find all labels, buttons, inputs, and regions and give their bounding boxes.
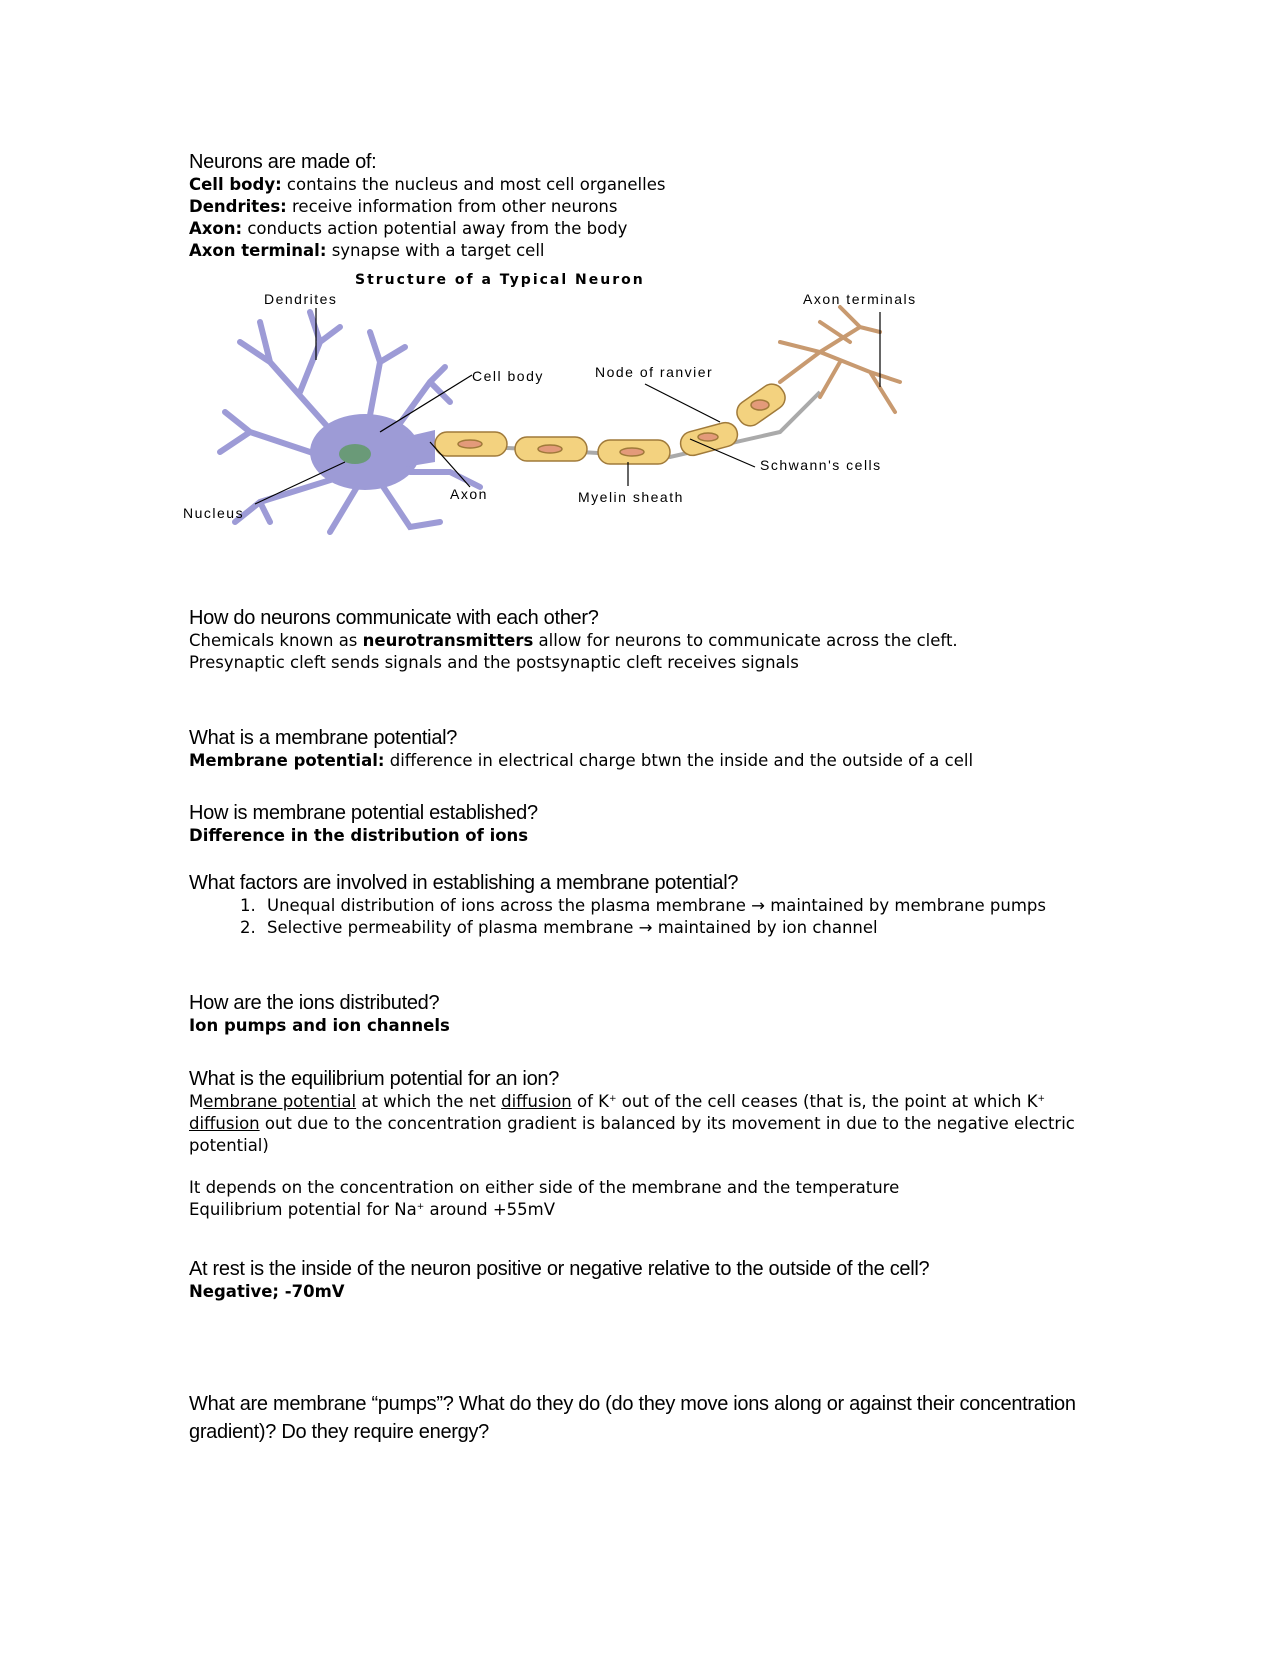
text-line: [189, 1199, 1089, 1221]
section-established: [189, 801, 1089, 847]
link-text[interactable]: embrane potential: [203, 1092, 357, 1111]
text: difference in electrical charge btwn the inside and the outside of a cell: [384, 751, 974, 770]
answer: [189, 825, 1089, 847]
term: Axon terminal:: [189, 241, 327, 260]
label-axon: Axon: [450, 486, 488, 502]
answer: [189, 1015, 1089, 1037]
definition-axon: [189, 218, 1089, 240]
question: What is the equilibrium potential for an ion?: [189, 1068, 560, 1090]
section-communication: [189, 606, 1089, 674]
superscript: +: [1037, 1094, 1046, 1104]
text-line: It depends on the concentration on either side of the membrane and the temperature: [189, 1178, 900, 1197]
text: out of the cell ceases (that is, the point at which K: [616, 1092, 1038, 1111]
question: At rest is the inside of the neuron positive or negative relative to the outside of the cell?: [189, 1258, 930, 1280]
question: How is membrane potential established?: [189, 802, 538, 824]
text: M: [189, 1092, 204, 1111]
section-resting: [189, 1257, 1089, 1303]
section-membrane-potential: [189, 726, 1089, 772]
term: Cell body:: [189, 175, 282, 194]
list-item: 2. Selective permeability of plasma membrane → maintained by ion channel: [261, 917, 1089, 939]
list-item: 1. Unequal distribution of ions across the plasma membrane → maintained by membrane pumps: [261, 895, 1089, 917]
text: out due to the concentration gradient is balanced by its movement in due to the negative electric potential): [189, 1114, 1075, 1155]
definition: conducts action potential away from the body: [242, 219, 628, 238]
intro-heading: Neurons are made of:: [189, 151, 377, 173]
definition-dendrites: [189, 196, 1089, 218]
term: neurotransmitters: [362, 631, 534, 650]
answer: [189, 630, 1089, 652]
text: of K: [571, 1092, 609, 1111]
definition-cell-body: [189, 174, 1089, 196]
label-cell-body: Cell body: [472, 368, 544, 384]
definition-axon-terminal: [189, 240, 1089, 262]
neuron-diagram: [180, 272, 1010, 547]
text: Equilibrium potential for Na: [189, 1200, 417, 1219]
answer: [189, 1091, 1089, 1157]
label-myelin-sheath: Myelin sheath: [578, 489, 684, 505]
text: Chemicals known as: [189, 631, 363, 650]
answer: [189, 1281, 1089, 1303]
term: Axon:: [189, 219, 243, 238]
term: Membrane potential:: [189, 751, 385, 770]
definition: contains the nucleus and most cell organelles: [281, 175, 666, 194]
question: What is a membrane potential?: [189, 727, 458, 749]
section-equilibrium: [189, 1067, 1089, 1221]
myelin-sheath-shape: [435, 379, 820, 464]
superscript: +: [608, 1094, 617, 1104]
term: Difference in the distribution of ions: [189, 826, 529, 845]
definition: receive information from other neurons: [286, 197, 618, 216]
factors-list: [189, 895, 1089, 939]
diagram-title: Structure of a Typical Neuron: [355, 272, 645, 288]
nucleus-shape: [339, 444, 371, 464]
question: What factors are involved in establishing a membrane potential?: [189, 872, 739, 894]
term: Dendrites:: [189, 197, 287, 216]
label-dendrites: Dendrites: [264, 291, 338, 307]
question: How are the ions distributed?: [189, 992, 440, 1014]
definition: synapse with a target cell: [326, 241, 545, 260]
text: allow for neurons to communicate across the cleft.: [533, 631, 958, 650]
question: What are membrane “pumps”? What do they do (do they move ions along or against their concentration gradient)? Do they require energy?: [189, 1393, 1076, 1443]
link-text[interactable]: diffusion: [189, 1114, 260, 1133]
axon-terminals-shape: [780, 307, 900, 412]
text: around +55mV: [424, 1200, 555, 1219]
answer: [189, 750, 1089, 772]
label-schwann-cells: Schwann's cells: [760, 457, 882, 473]
answer: Presynaptic cleft sends signals and the postsynaptic cleft receives signals: [189, 653, 799, 672]
term: Ion pumps and ion channels: [189, 1016, 450, 1035]
section-factors: [189, 871, 1089, 939]
text: at which the net: [356, 1092, 502, 1111]
question: How do neurons communicate with each other?: [189, 607, 599, 629]
term: Negative; -70mV: [189, 1282, 345, 1301]
section-pumps: [189, 1390, 1089, 1446]
link-text[interactable]: diffusion: [501, 1092, 572, 1111]
section-distribution: [189, 991, 1089, 1037]
intro-section: [189, 150, 1089, 262]
superscript: +: [416, 1202, 425, 1212]
label-nucleus: Nucleus: [183, 505, 245, 521]
label-axon-terminals: Axon terminals: [803, 291, 917, 307]
label-node-of-ranvier: Node of ranvier: [595, 364, 714, 380]
